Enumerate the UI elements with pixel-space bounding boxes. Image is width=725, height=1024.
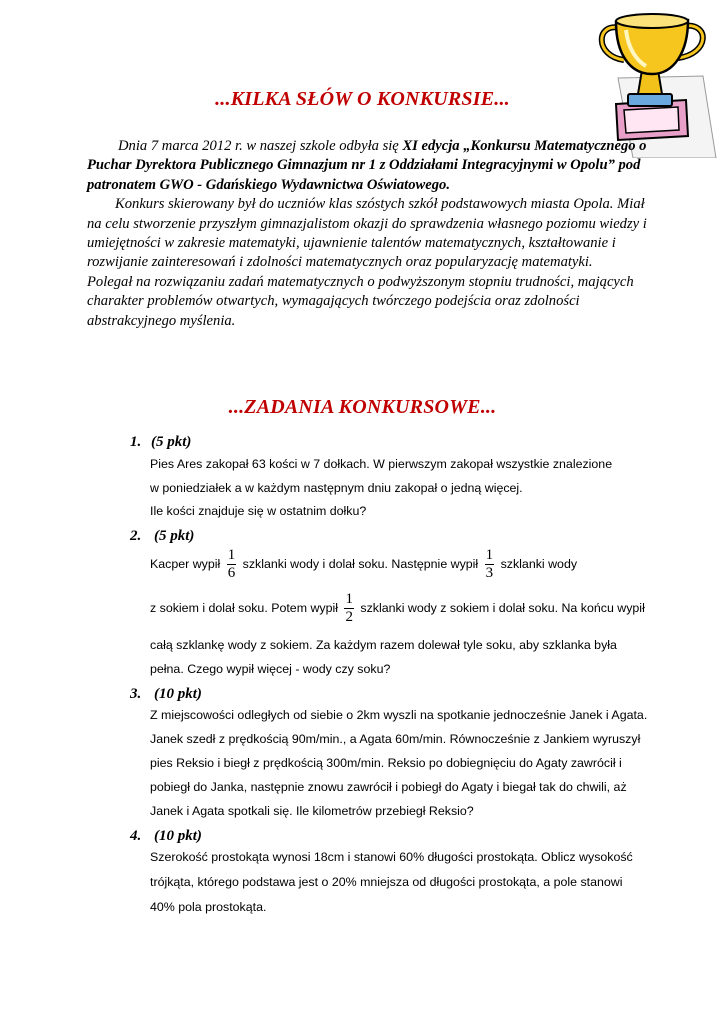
task-3-number: 3.: [130, 686, 142, 702]
section-title-tasks: ...ZADANIA KONKURSOWE...: [228, 396, 497, 418]
task-1-line: Ile kości znajduje się w ostatnim dołku?: [150, 504, 367, 518]
intro-paragraph-2: Konkurs skierowany był do uczniów klas szóstych szkół podstawowych miasta Opola. Miał na celu stworzenie przyszłym gimnazjalistom okazji do sprawdzenia własnego poziomu wiedzy i umiejętności w zakresie matematyki, ujawnienie talentów matematycznych, kształtowanie i rozwijanie zainteresowań i zdolności matematycznych oraz popularyzację matematyki.: [87, 196, 647, 271]
fraction-one-third: $\frac{1}{3}$: [485, 547, 494, 581]
task-3-line: Janek i Agata spotkali się. Ile kilometrów przebiegł Reksio?: [150, 804, 474, 818]
task-3-line: pies Reksio i biegł z prędkością 300m/min. Reksio po dobiegnięciu do Agaty zawrócił i: [150, 756, 622, 770]
task-2-text: Kacper wypił: [150, 556, 221, 571]
task-2-text: szklanki wody i dolał soku. Następnie wypił: [242, 556, 479, 571]
task-2-points: (5 pkt): [154, 528, 195, 544]
task-3-line: Janek szedł z prędkością 90m/min., a Agata 60m/min. Równocześnie z Jankiem wyruszył: [150, 732, 641, 746]
trophy-illustration: [578, 8, 718, 158]
contest-name: XI edycja „Konkursu Matematycznego o Puchar Dyrektora Publicznego Gimnazjum nr 1 z Oddziałami Integracyjnymi w Opolu” pod patronatem GWO - Gdańskiego Wydawnictwa Oświatowego.: [87, 138, 647, 193]
task-1-line: Pies Ares zakopał 63 kości w 7 dołkach. W pierwszym zakopał wszystkie znalezione: [150, 457, 613, 471]
task-2-line-4: pełna. Czego wypił więcej - wody czy soku?: [150, 662, 391, 676]
task-2-text: z sokiem i dolał soku. Potem wypił: [150, 600, 338, 615]
intro-text: [87, 137, 647, 331]
fraction-one-sixth: $\frac{1}{6}$: [227, 547, 236, 581]
task-3-points: (10 pkt): [154, 686, 202, 702]
task-1-points: (5 pkt): [151, 434, 192, 450]
intro-date-text: Dnia 7 marca 2012 r. w naszej szkole odbyła się: [118, 138, 403, 154]
task-4-points: (10 pkt): [154, 828, 202, 844]
task-1-line: w poniedziałek a w każdym następnym dniu zakopał o jedną więcej.: [150, 481, 523, 495]
intro-paragraph-3: Polegał na rozwiązaniu zadań matematycznych o podwyższonym stopniu trudności, mających charakter problemów otwartych, wymagających twórczego podejścia oraz zdolności abstrakcyjnego myślenia.: [87, 273, 634, 329]
task-2-line-3: całą szklankę wody z sokiem. Za każdym razem dolewał tyle soku, aby szklanka była: [150, 638, 617, 652]
task-4-line: 40% pola prostokąta.: [150, 900, 267, 914]
section-title-about: ...KILKA SŁÓW O KONKURSIE...: [215, 88, 510, 110]
task-4-line: Szerokość prostokąta wynosi 18cm i stanowi 60% długości prostokąta. Oblicz wysokość: [150, 850, 633, 864]
intro-paragraph-1: [87, 137, 647, 195]
task-1-number: 1.: [130, 434, 142, 450]
task-3-line: Z miejscowości odległych od siebie o 2km wyszli na spotkanie jednocześnie Janek i Agata.: [150, 708, 648, 722]
task-4-number: 4.: [130, 828, 142, 844]
task-2-text: szklanki wody: [500, 556, 578, 571]
task-2-text: szklanki wody z sokiem i dolał soku. Na końcu wypił: [360, 600, 645, 615]
task-2-number: 2.: [130, 528, 142, 544]
task-4-line: trójkąta, którego podstawa jest o 20% mniejsza od długości prostokąta, a pole stanowi: [150, 875, 623, 889]
task-2-line-2: [150, 592, 645, 625]
task-3-line: pobiegł do Janka, następnie znowu zawrócił i pobiegł do Agaty i biegał tak do chwili, aż: [150, 780, 627, 794]
fraction-one-half: $\frac{1}{2}$: [345, 591, 353, 625]
task-2-line-1: [150, 548, 577, 581]
